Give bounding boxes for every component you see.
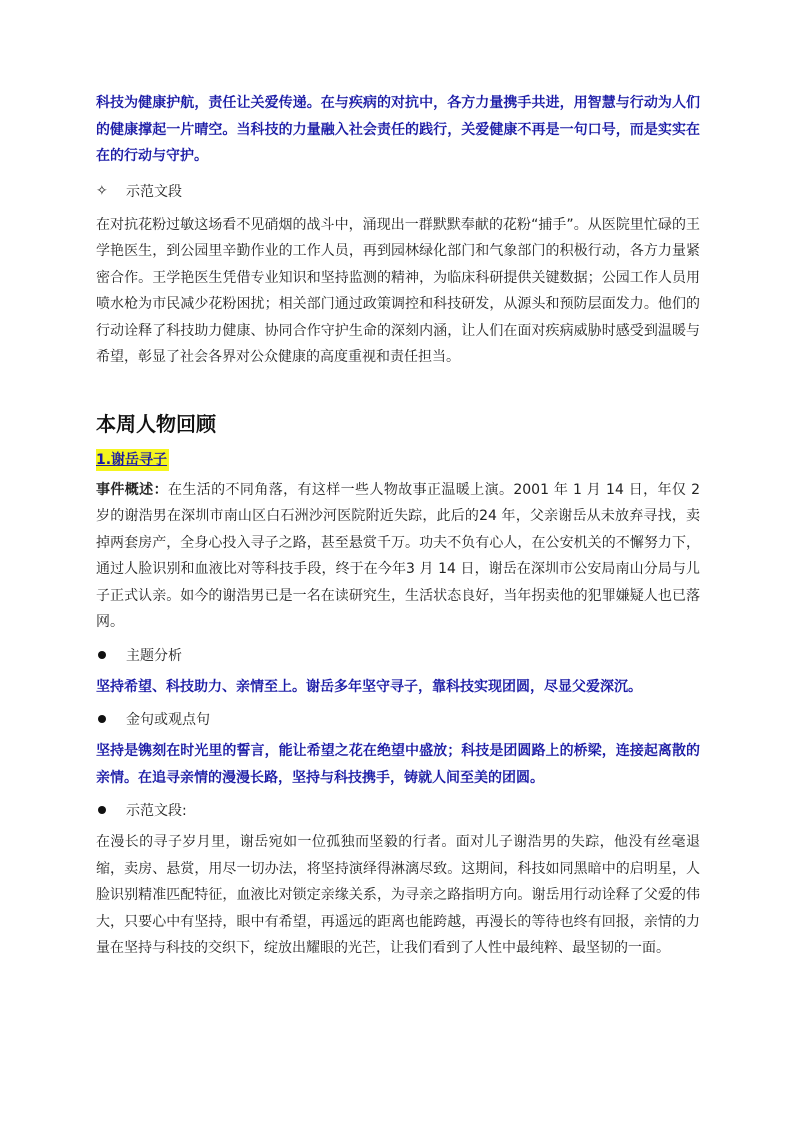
event-label: 事件概述： <box>96 481 168 498</box>
diamond-bullet-icon: ✧ <box>96 182 108 199</box>
intro-paragraph: 科技为健康护航，责任让关爱传递。在与疾病的对抗中，各方力量携手共进，用智慧与行动为人们的健康撑起一片晴空。当科技的力量融入社会责任的践行，关爱健康不再是一句口号，而是实实在在的行动与守护。 <box>96 95 700 164</box>
theme-heading: 主题分析 <box>126 647 182 664</box>
bullet-dot-icon <box>96 647 126 663</box>
sample-paragraph: 在对抗花粉过敏这场看不见硝烟的战斗中，涌现出一群默默奉献的花粉“捕手”。从医院里忙碌的王学艳医生，到公园里辛勤作业的工作人员，再到园林绿化部门和气象部门的积极行动，各方力量紧密合作。王学艳医生凭借专业知识和坚持监测的精神，为临床科研提供关键数据；公园工作人员用喷水枪为市民减少花粉困扰；相关部门通过政策调控和科技研发，从源头和预防层面发力。他们的行动诠释了科技助力健康、协同合作守护生命的深刻内涵，让人们在面对疾病威胁时感受到温暖与希望，彰显了社会各界对公众健康的高度重视和责任担当。 <box>96 216 700 365</box>
quote-heading: 金句或观点句 <box>126 712 210 728</box>
sample2-paragraph: 在漫长的寻子岁月里，谢岳宛如一位孤独而坚毅的行者。面对儿子谢浩男的失踪，他没有丝毫退缩，卖房、悬赏，用尽一切办法，将坚持演绎得淋漓尽致。这期间，科技如同黑暗中的启明星，人脸识别精准匹配特征，血液比对锁定亲缘关系，为寻亲之路指明方向。谢岳用行动诠释了父爱的伟大，只要心中有坚持，眼中有希望，再遥远的距离也能跨越，再漫长的等待也终有回报，亲情的力量在坚持与科技的交织下，绽放出耀眼的光芒，让我们看到了人性中最纯粹、最坚韧的一面。 <box>96 834 700 956</box>
item-title-row <box>96 449 700 475</box>
quote-heading-row <box>96 706 700 732</box>
sample-heading: 示范文段 <box>126 183 182 200</box>
event-text: 在生活的不同角落，有这样一些人物故事正温暖上演。2001 年 1 月 14 日，年仅 2 岁的谢浩男在深圳市南山区白石洲沙河医院附近失踪，此后的24 年，父亲谢岳从未放弃寻找，卖掉两套房产，全身心投入寻子之路，甚至悬赏千万。功夫不负有心人，在公安机关的不懈努力下，通过人脸识别和血液比对等科技手段，终于在今年3 月 14 日，谢岳在深圳市公安局南山分局与儿子正式认亲。如今的谢浩男已是一名在读研究生，生活状态良好，当年拐卖他的犯罪嫌疑人也已落网。 <box>96 481 701 630</box>
sample-heading-row <box>96 178 700 204</box>
event-paragraph <box>96 477 700 636</box>
quote-paragraph: 坚持是镌刻在时光里的誓言，能让希望之花在绝望中盛放；科技是团圆路上的桥梁，连接起离散的亲情。在追寻亲情的漫漫长路，坚持与科技携手，铸就人间至美的团圆。 <box>96 743 700 786</box>
sample2-heading: 示范文段: <box>126 803 187 819</box>
document-page <box>96 90 700 962</box>
item-title: 1.谢岳寻子 <box>96 449 169 471</box>
bullet-dot-icon <box>96 711 126 727</box>
section-title: 本周人物回顾 <box>96 411 216 436</box>
bullet-dot-icon <box>96 802 126 818</box>
theme-heading-row <box>96 642 700 668</box>
sample2-heading-row <box>96 797 700 823</box>
theme-paragraph: 坚持希望、科技助力、亲情至上。谢岳多年坚守寻子，靠科技实现团圆，尽显父爱深沉。 <box>96 678 642 695</box>
